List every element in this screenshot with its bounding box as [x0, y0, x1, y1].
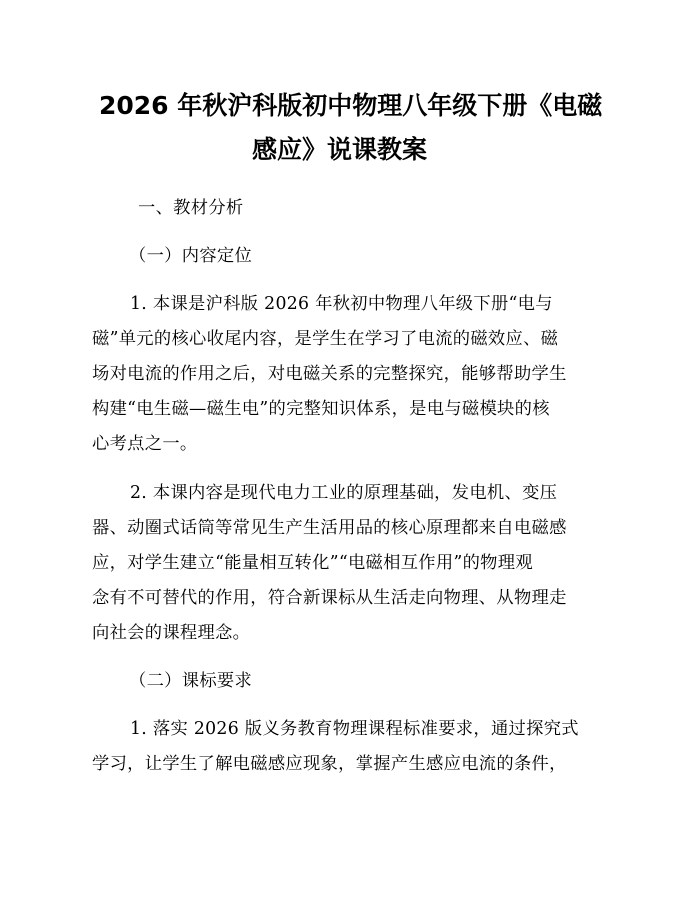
- paragraph-1-line-3: 场对电流的作用之后，对电磁关系的完整探究，能够帮助学生: [92, 364, 567, 384]
- paragraph-2-line-4: 念有不可替代的作用，符合新课标从生活走向物理、从物理走: [92, 588, 567, 608]
- paragraph-2-line-2: 器、动圈式话筒等常见生产生活用品的核心原理都来自电磁感: [92, 518, 567, 538]
- paragraph-1-line-5: 心考点之一。: [92, 434, 198, 454]
- subsection-heading-curriculum-requirements: （二）课标要求: [129, 671, 253, 691]
- paragraph-2-line-5: 向社会的课程理念。: [92, 623, 251, 643]
- paragraph-3-line-1: 1. 落实 2026 版义务教育物理课程标准要求，通过探究式: [130, 719, 579, 739]
- paragraph-2-line-3: 应，对学生建立“能量相互转化”“电磁相互作用”的物理观: [92, 553, 533, 573]
- section-heading-1: 一、教材分析: [138, 198, 244, 218]
- subsection-heading-content-positioning: （一）内容定位: [129, 246, 253, 266]
- paragraph-3-line-2: 学习，让学生了解电磁感应现象，掌握产生感应电流的条件，: [92, 754, 567, 774]
- paragraph-1-line-1: 1. 本课是沪科版 2026 年秋初中物理八年级下册“电与: [130, 294, 553, 314]
- document-title-line-1: 2026 年秋沪科版初中物理八年级下册《电磁: [99, 91, 603, 120]
- document-title-line-2: 感应》说课教案: [252, 135, 428, 164]
- paragraph-1-line-2: 磁”单元的核心收尾内容，是学生在学习了电流的磁效应、磁: [92, 329, 559, 349]
- paragraph-2-line-1: 2. 本课内容是现代电力工业的原理基础，发电机、变压: [130, 483, 558, 503]
- paragraph-1-line-4: 构建“电生磁—磁生电”的完整知识体系，是电与磁模块的核: [92, 399, 550, 419]
